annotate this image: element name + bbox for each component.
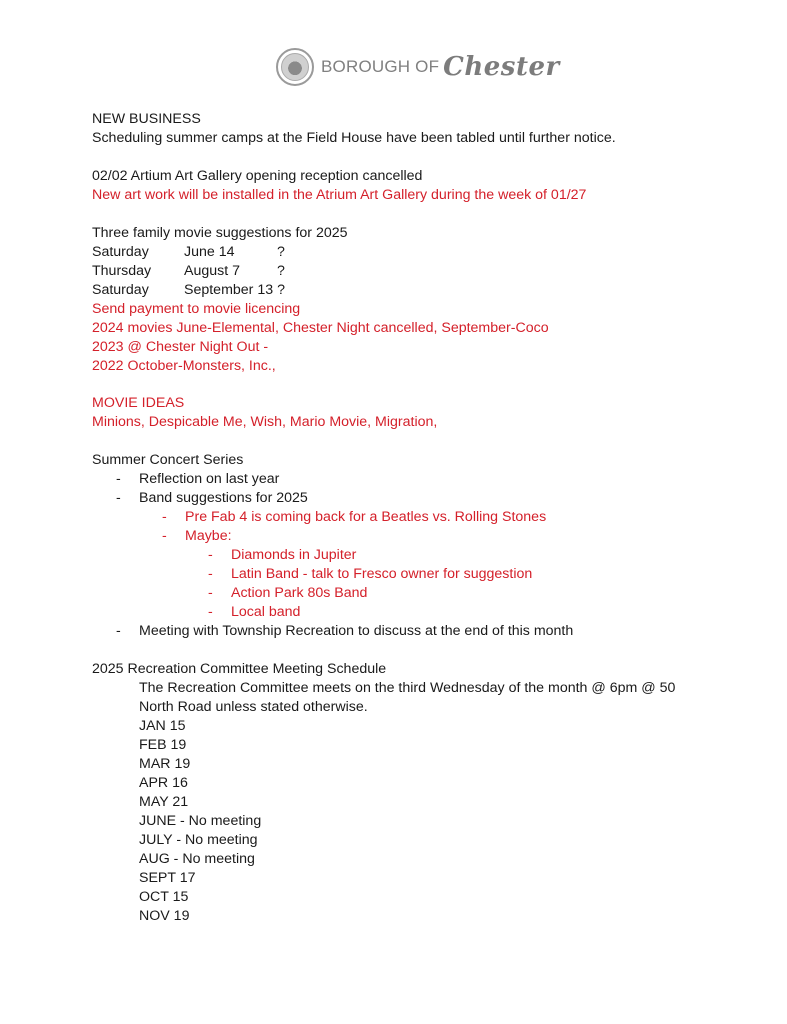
band-option: Latin Band - talk to Fresco owner for suggestion: [231, 566, 533, 582]
band-option: Action Park 80s Band: [231, 585, 368, 601]
bullet-dash: -: [162, 509, 167, 525]
bullet-dash: -: [116, 623, 121, 639]
movie-status: ?: [277, 244, 285, 260]
meeting-date: AUG - No meeting: [139, 851, 255, 867]
gallery-cancel-line: 02/02 Artium Art Gallery opening reception cancelled: [92, 168, 423, 184]
borough-seal-icon: [276, 48, 314, 86]
movie-date-row: [92, 243, 285, 262]
bullet-dash: -: [162, 528, 167, 544]
movie-day: Saturday: [92, 244, 149, 260]
band-option: Local band: [231, 604, 301, 620]
bullet-dash: -: [208, 547, 213, 563]
meeting-date: SEPT 17: [139, 870, 196, 886]
movie-note: Send payment to movie licencing: [92, 301, 301, 317]
meeting-date: JUNE - No meeting: [139, 813, 262, 829]
meeting-date: FEB 19: [139, 737, 187, 753]
meeting-date: APR 16: [139, 775, 188, 791]
movie-ideas-list: Minions, Despicable Me, Wish, Mario Movie, Migration,: [92, 414, 438, 430]
meeting-date: OCT 15: [139, 889, 189, 905]
movie-note: 2022 October-Monsters, Inc.,: [92, 358, 276, 374]
concert-item: Reflection on last year: [139, 471, 280, 487]
movie-status: ?: [277, 263, 285, 279]
schedule-heading: 2025 Recreation Committee Meeting Schedule: [92, 661, 387, 677]
movie-date: June 14: [184, 244, 235, 260]
bullet-dash: -: [116, 490, 121, 506]
concert-item: Meeting with Township Recreation to discuss at the end of this month: [139, 623, 574, 639]
movie-day: Saturday: [92, 282, 149, 298]
borough-header: [276, 46, 560, 88]
movie-ideas-heading: MOVIE IDEAS: [92, 395, 185, 411]
movie-date: September 13 ?: [184, 282, 285, 298]
schedule-description: North Road unless stated otherwise.: [139, 699, 368, 715]
meeting-date: NOV 19: [139, 908, 190, 924]
concert-item: Band suggestions for 2025: [139, 490, 308, 506]
concert-subitem: Maybe:: [185, 528, 232, 544]
concert-subitem: Pre Fab 4 is coming back for a Beatles vs. Rolling Stones: [185, 509, 547, 525]
meeting-date: JULY - No meeting: [139, 832, 258, 848]
movie-date-row: [92, 262, 285, 281]
movie-note: 2023 @ Chester Night Out -: [92, 339, 269, 355]
movie-note: 2024 movies June-Elemental, Chester Night cancelled, September-Coco: [92, 320, 549, 336]
concert-heading: Summer Concert Series: [92, 452, 244, 468]
meeting-date: MAY 21: [139, 794, 189, 810]
bullet-dash: -: [116, 471, 121, 487]
new-business-line: Scheduling summer camps at the Field House have been tabled until further notice.: [92, 130, 616, 146]
bullet-dash: -: [208, 604, 213, 620]
bullet-dash: -: [208, 566, 213, 582]
movie-date: August 7: [184, 263, 241, 279]
movie-day: Thursday: [92, 263, 152, 279]
movies-heading: Three family movie suggestions for 2025: [92, 225, 348, 241]
new-business-heading: NEW BUSINESS: [92, 111, 201, 127]
chester-label: Chester: [443, 52, 560, 82]
gallery-install-note: New art work will be installed in the Atrium Art Gallery during the week of 01/27: [92, 187, 587, 203]
band-option: Diamonds in Jupiter: [231, 547, 357, 563]
movie-date-row: [92, 281, 285, 300]
bullet-dash: -: [208, 585, 213, 601]
borough-label: BOROUGH OF: [321, 57, 440, 76]
schedule-description: The Recreation Committee meets on the third Wednesday of the month @ 6pm @ 50: [139, 680, 676, 696]
meeting-date: MAR 19: [139, 756, 191, 772]
meeting-date: JAN 15: [139, 718, 186, 734]
